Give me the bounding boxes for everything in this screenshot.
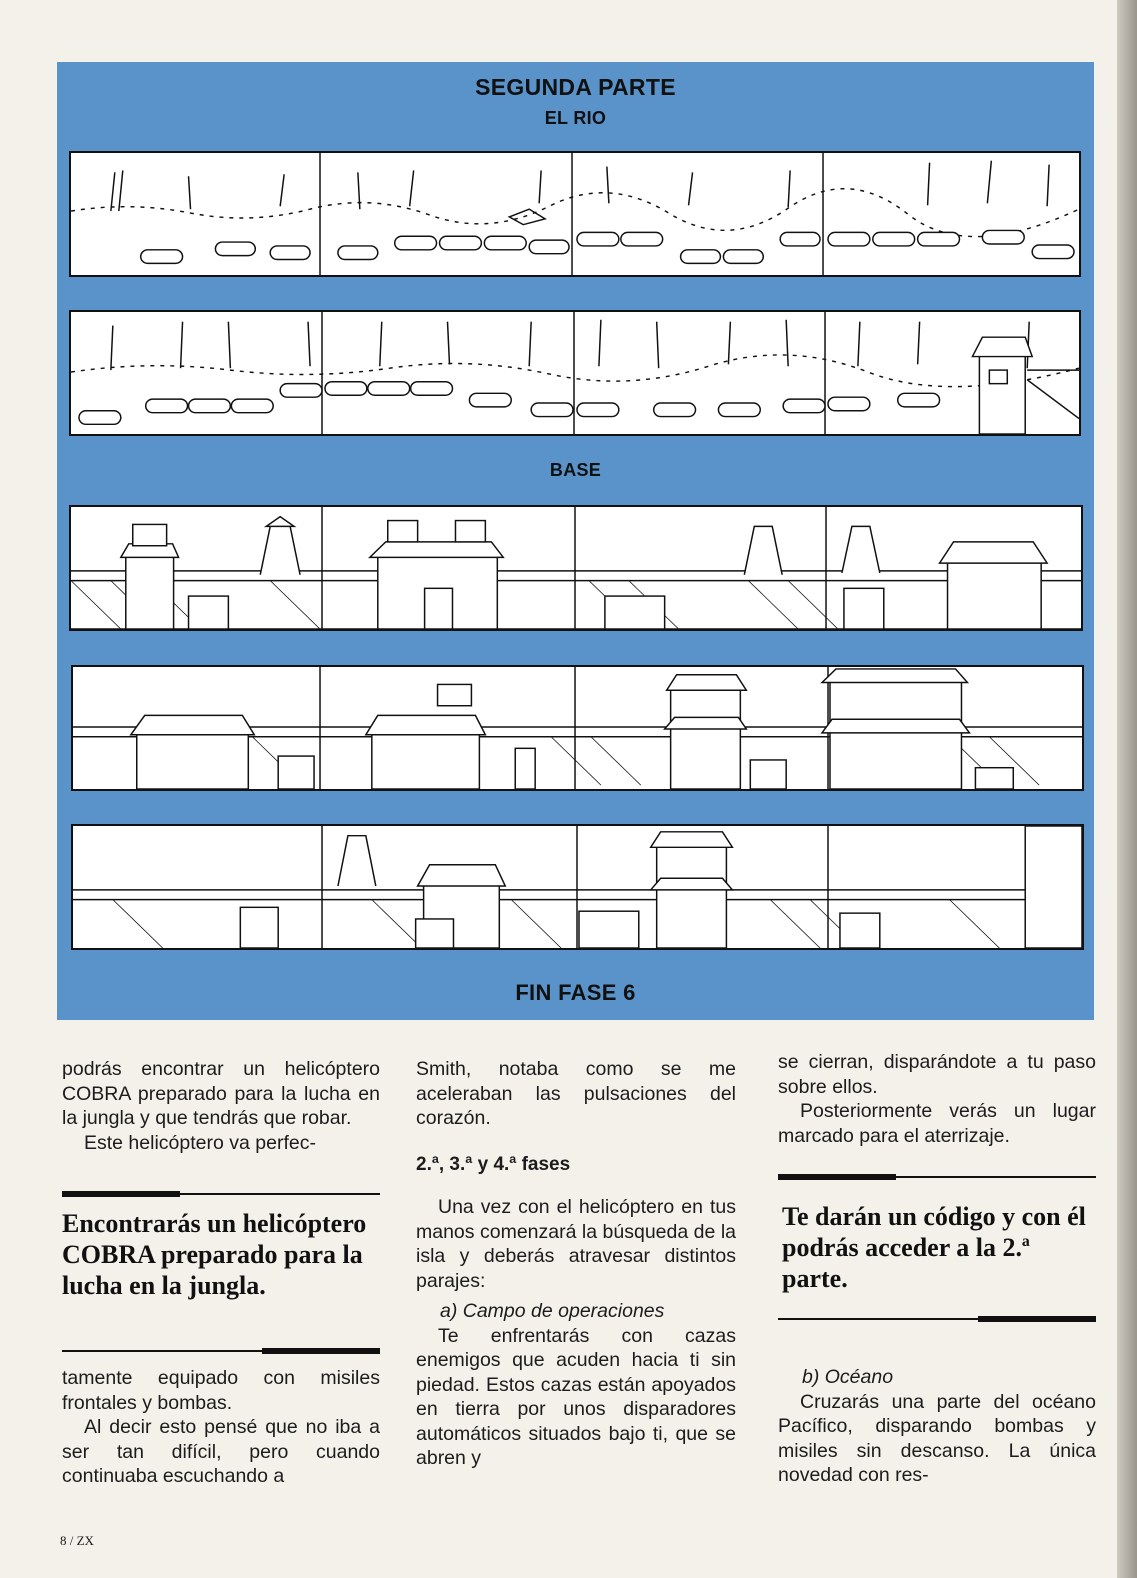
base-label: BASE bbox=[549, 460, 602, 480]
panel-title: SEGUNDA PARTE bbox=[475, 74, 676, 100]
base-map-strip-2 bbox=[71, 665, 1084, 791]
river-map-strip-2 bbox=[69, 310, 1081, 436]
paragraph: Este helicóptero va perfec- bbox=[84, 1131, 316, 1154]
paragraph: Al decir esto pensé que no iba a ser tan difícil, pero cuando continuaba escuchando a bbox=[62, 1416, 380, 1487]
section-heading: 2.ª, 3.ª y 4.ª fases bbox=[416, 1153, 571, 1175]
base-map-strip-1 bbox=[69, 505, 1083, 631]
paragraph: se cierran, disparándote a tu paso sobre ellos. bbox=[778, 1051, 1096, 1098]
paragraph: Una vez con el helicóptero en tus manos comenzará la búsqueda de la isla y deberás atravesar distintos parajes: bbox=[416, 1196, 736, 1292]
paragraph: tamente equipado con misiles frontales y bombas. bbox=[62, 1367, 380, 1414]
paragraph: Cruzarás una parte del océano Pacífico, disparando bombas y misiles sin descanso. La única novedad con res- bbox=[778, 1390, 1096, 1486]
middle-column bbox=[416, 1057, 736, 1471]
pullquote-rule-top bbox=[778, 1176, 1096, 1178]
pullquote-rule-top bbox=[62, 1193, 380, 1195]
right-column bbox=[778, 1050, 1096, 1148]
paragraph: podrás encontrar un helicóptero COBRA preparado para la lucha en la jungla y que tendrás que robar. bbox=[62, 1058, 380, 1129]
game-map-panel bbox=[57, 62, 1094, 1020]
panel-subtitle: EL RIO bbox=[544, 108, 607, 128]
base-map-strip-3 bbox=[71, 824, 1084, 950]
paragraph: Posteriormente verás un lugar marcado para el aterrizaje. bbox=[778, 1100, 1096, 1147]
end-label: FIN FASE 6 bbox=[515, 980, 636, 1005]
paragraph: Smith, notaba como se me aceleraban las pulsaciones del corazón. bbox=[416, 1058, 736, 1129]
paragraph: Te enfrentarás con cazas enemigos que acuden hacia ti sin piedad. Estos cazas están apoyados en tierra por unos disparadores automáticos situados bajo ti, que se abren y bbox=[416, 1324, 736, 1469]
right-column-continued bbox=[778, 1365, 1096, 1488]
page-folio: 8 / ZX bbox=[60, 1533, 94, 1548]
pullquote: Te darán un código y con él podrás acceder a la 2.ª parte. bbox=[782, 1202, 1086, 1293]
left-column bbox=[62, 1057, 380, 1155]
page-edge bbox=[1117, 0, 1137, 1578]
left-column-continued bbox=[62, 1366, 380, 1489]
pullquote-rule-bottom bbox=[62, 1350, 380, 1352]
list-item-heading: a) Campo de operaciones bbox=[440, 1300, 665, 1322]
pullquote-rule-bottom bbox=[778, 1318, 1096, 1320]
river-map-strip-1 bbox=[69, 151, 1081, 277]
list-item-heading: b) Océano bbox=[802, 1366, 894, 1388]
pullquote: Encontrarás un helicóptero COBRA preparado para la lucha en la jungla. bbox=[62, 1209, 367, 1300]
